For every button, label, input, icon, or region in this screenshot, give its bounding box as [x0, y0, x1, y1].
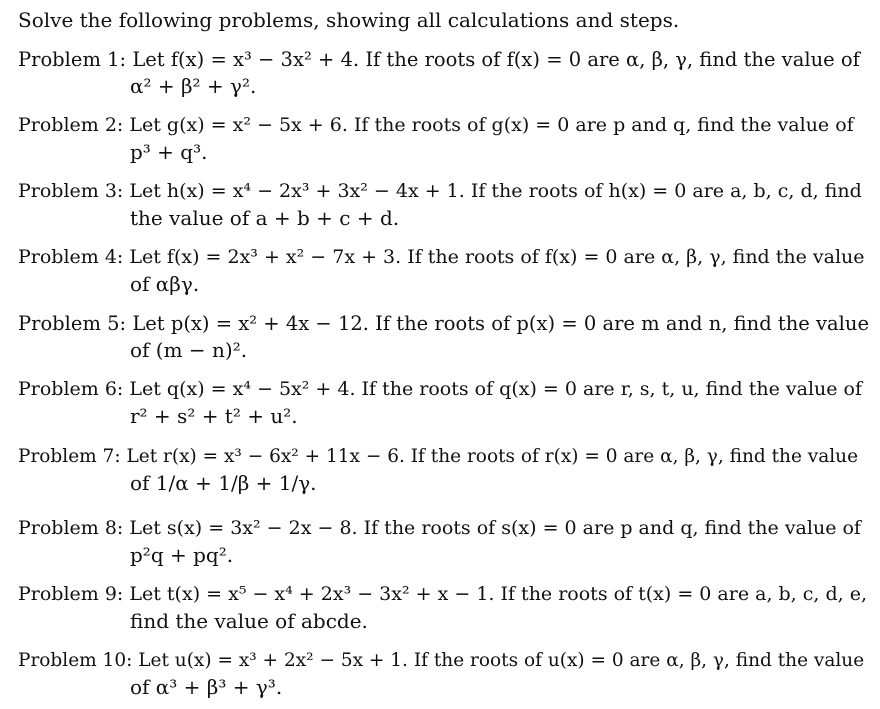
- problem-10: [18, 647, 865, 701]
- problem-9: [18, 581, 868, 635]
- problem-label: Problem 7:: [18, 446, 121, 467]
- problem-label: Problem 8:: [18, 517, 124, 539]
- problem-statement: Let f(x) = x³ − 3x² + 4. If the roots of f(x) = 0 are α, β, γ, find the value of: [132, 48, 860, 71]
- problem-statement: Let s(x) = 3x² − 2x − 8. If the roots of s(x) = 0 are p and q, find the value of: [129, 517, 861, 539]
- problem-statement-continued: r² + s² + t² + u².: [130, 404, 298, 428]
- problem-statement-continued: find the value of abcde.: [130, 609, 368, 633]
- problem-1: [18, 46, 860, 100]
- problem-label: Problem 6:: [18, 378, 124, 400]
- problem-statement: Let q(x) = x⁴ − 5x² + 4. If the roots of q(x) = 0 are r, s, t, u, find the value of: [129, 378, 863, 400]
- problem-label: Problem 1:: [18, 48, 127, 71]
- problem-statement: Let h(x) = x⁴ − 2x³ + 3x² − 4x + 1. If the roots of h(x) = 0 are a, b, c, d, find: [129, 180, 862, 202]
- problem-statement-continued: the value of a + b + c + d.: [130, 206, 400, 230]
- problem-statement: Let p(x) = x² + 4x − 12. If the roots of p(x) = 0 are m and n, find the value: [132, 312, 870, 335]
- problem-statement: Let u(x) = x³ + 2x² − 5x + 1. If the roots of u(x) = 0 are α, β, γ, find the value: [138, 650, 865, 671]
- problem-label: Problem 3:: [18, 180, 124, 202]
- problem-label: Problem 10:: [18, 650, 133, 671]
- problem-5: [18, 310, 870, 364]
- problem-statement-continued: of (m − n)².: [130, 338, 248, 362]
- problem-label: Problem 5:: [18, 312, 127, 335]
- problem-statement-continued: p²q + pq².: [130, 543, 234, 567]
- problem-statement-continued: of αβγ.: [130, 272, 200, 296]
- problem-statement: Let r(x) = x³ − 6x² + 11x − 6. If the roots of r(x) = 0 are α, β, γ, find the value: [126, 446, 859, 467]
- problem-3: [18, 178, 862, 232]
- problem-statement: Let g(x) = x² − 5x + 6. If the roots of g(x) = 0 are p and q, find the value of: [129, 114, 854, 136]
- problem-statement-continued: of α³ + β³ + γ³.: [130, 675, 283, 699]
- problem-8: [18, 515, 861, 569]
- problem-2: [18, 112, 856, 166]
- instructions-heading: Solve the following problems, showing all calculations and steps.: [18, 8, 680, 32]
- problem-7: [18, 443, 859, 497]
- problem-6: [18, 376, 863, 430]
- problem-statement-continued: of 1/α + 1/β + 1/γ.: [130, 471, 317, 495]
- problem-statement-continued: α² + β² + γ².: [130, 74, 257, 98]
- problem-statement-continued: p³ + q³.: [130, 140, 208, 164]
- problem-4: [18, 244, 865, 298]
- problem-label: Problem 9:: [18, 583, 124, 605]
- problem-statement: Let t(x) = x⁵ − x⁴ + 2x³ − 3x² + x − 1. If the roots of t(x) = 0 are a, b, c, d, e,: [129, 583, 868, 605]
- problem-statement: Let f(x) = 2x³ + x² − 7x + 3. If the roots of f(x) = 0 are α, β, γ, find the value: [129, 246, 865, 268]
- problem-label: Problem 2:: [18, 114, 124, 136]
- problem-label: Problem 4:: [18, 246, 124, 268]
